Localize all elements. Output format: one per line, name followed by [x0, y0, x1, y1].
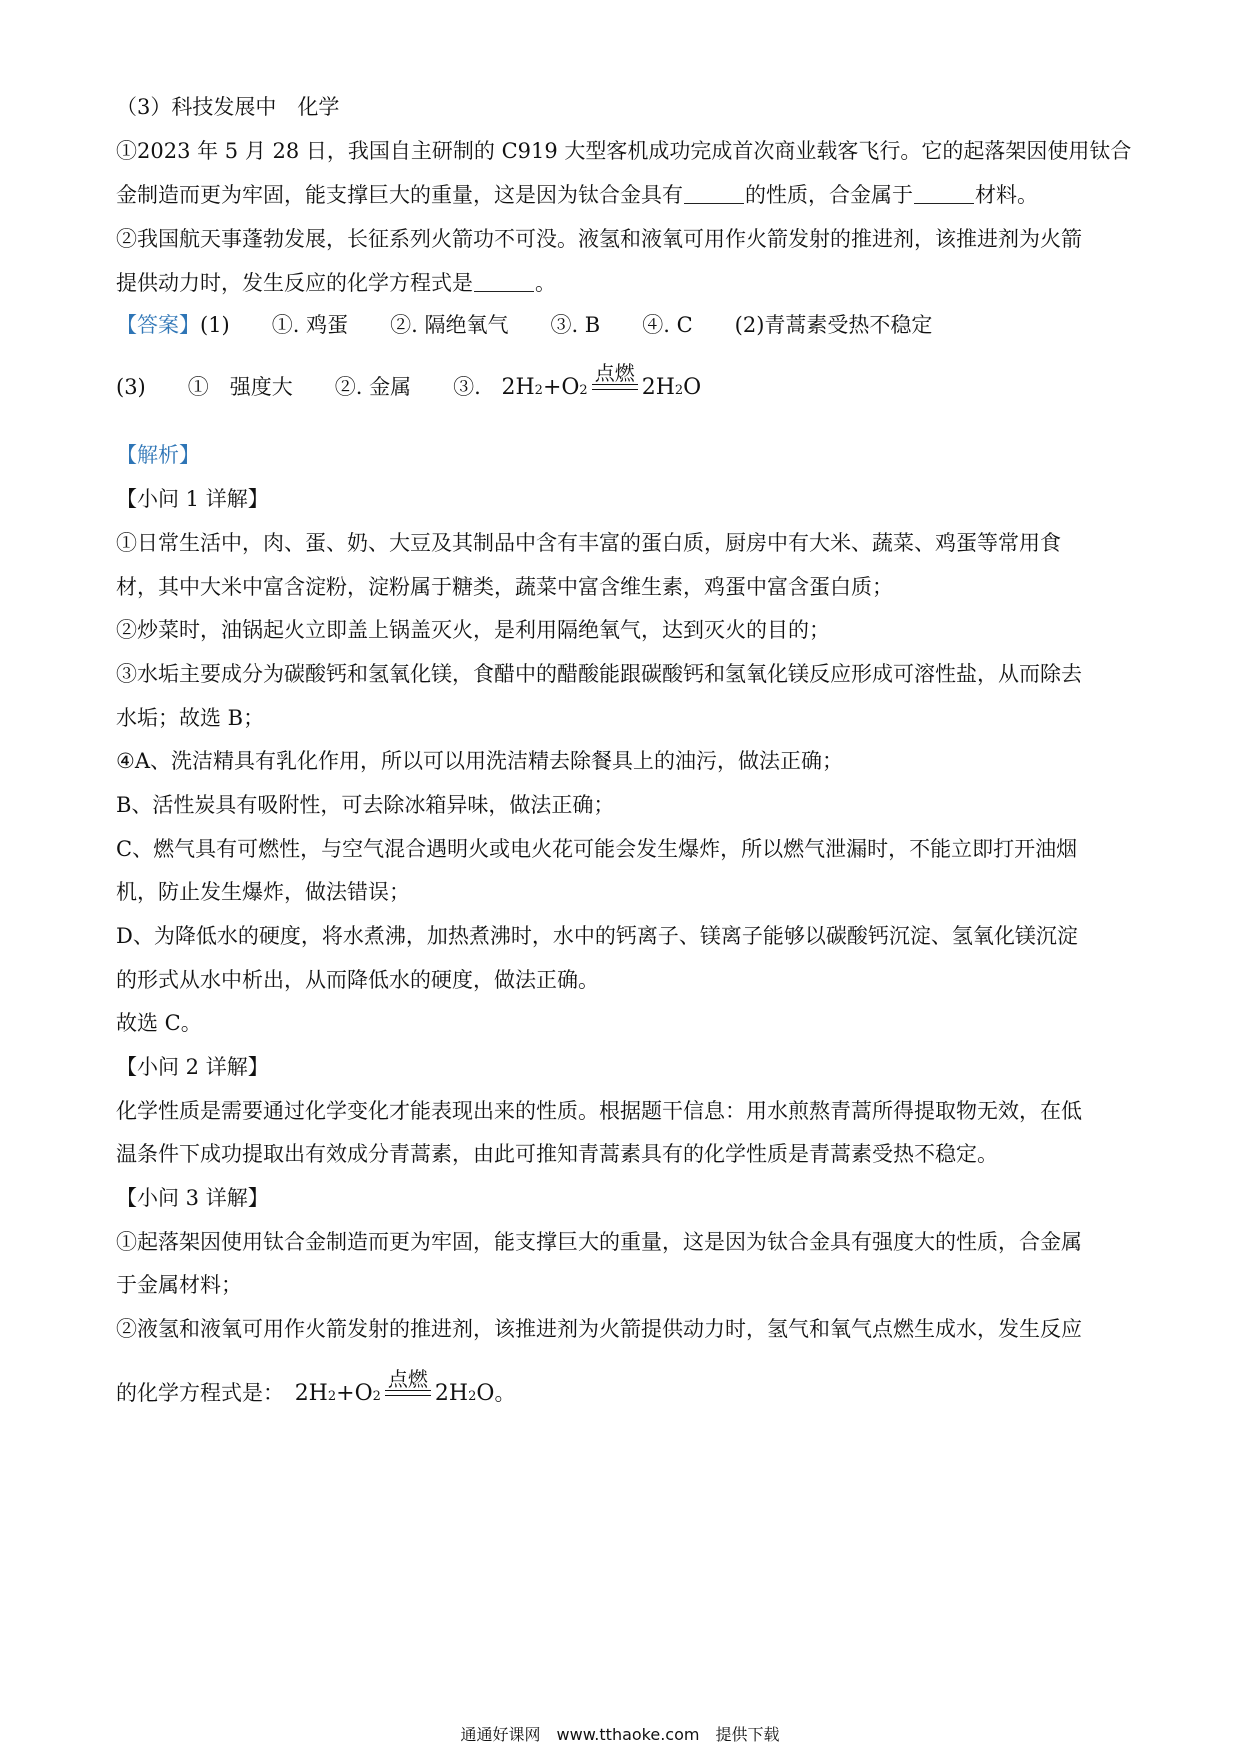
chemical-equation: 2H 2 +O 2 点燃 2H 2 O [501, 361, 702, 400]
section-1-line: 的形式从水中析出，从而降低水的硬度，做法正确。 [116, 968, 599, 992]
answer-tag: 【答案】 [116, 313, 200, 337]
section-1-line: B、活性炭具有吸附性，可去除冰箱异味，做法正确； [116, 793, 615, 817]
chemical-equation: 2H 2 +O 2 点燃 2H 2 O [294, 1367, 495, 1406]
reaction-condition: 点燃 [592, 362, 638, 390]
q3-paragraph-2-line-1: ②我国航天事蓬勃发展，长征系列火箭功不可没。液氢和液氧可用作火箭发射的推进剂，该推进剂为火箭 [116, 227, 1082, 251]
q3-heading: （3）科技发展中 化学 [116, 95, 340, 119]
section-1-line: 材，其中大米中富含淀粉，淀粉属于糖类，蔬菜中富含维生素，鸡蛋中富含蛋白质； [116, 575, 893, 599]
answer-blank [474, 271, 534, 292]
section-1-line: ③水垢主要成分为碳酸钙和氢氧化镁，食醋中的醋酸能跟碳酸钙和氢氧化镁反应形成可溶性盐，从而除去 [116, 662, 1082, 686]
q3-paragraph-2-line-2: 提供动力时，发生反应的化学方程式是 。 [116, 271, 556, 295]
section-1-title: 【小问 1 详解】 [116, 487, 269, 511]
answer-row-2: (3) ① 强度大 ②. 金属 ③. 2H 2 +O 2 点燃 2H 2 O [116, 372, 1130, 404]
section-3-line-equation: 的化学方程式是： 2H 2 +O 2 点燃 2H 2 O 。 [116, 1378, 1130, 1410]
analysis-tag: 【解析】 [116, 443, 200, 467]
section-1-line: C、燃气具有可燃性，与空气混合遇明火或电火花可能会发生爆炸，所以燃气泄漏时，不能立即打开油烟 [116, 837, 1078, 861]
page-footer: 通通好课网 www.tthaoke.com 提供下载 [460, 1725, 780, 1744]
section-2-title: 【小问 2 详解】 [116, 1055, 269, 1079]
q3-paragraph-1-line-1: ①2023 年 5 月 28 日，我国自主研制的 C919 大型客机成功完成首次商业载客飞行。它的起落架因使用钛合 [116, 139, 1132, 163]
section-1-line: 水垢；故选 B； [116, 706, 265, 730]
reaction-condition: 点燃 [385, 1368, 431, 1396]
section-3-title: 【小问 3 详解】 [116, 1186, 269, 1210]
section-1-line: ②炒菜时，油锅起火立即盖上锅盖灭火，是利用隔绝氧气，达到灭火的目的； [116, 618, 830, 642]
section-1-line: 机，防止发生爆炸，做法错误； [116, 880, 410, 904]
answer-blank [684, 183, 744, 204]
answer-row-1: 【答案】(1) ①. 鸡蛋 ②. 隔绝氧气 ③. B ④. C (2)青蒿素受热不稳定 [116, 313, 933, 337]
q3-paragraph-1-line-2: 金制造而更为牢固，能支撑巨大的重量，这是因为钛合金具有 的性质，合金属于 材料。 [116, 183, 1038, 207]
section-1-line: ④A、洗洁精具有乳化作用，所以可以用洗洁精去除餐具上的油污，做法正确； [116, 749, 843, 773]
section-1-line: D、为降低水的硬度，将水煮沸，加热煮沸时，水中的钙离子、镁离子能够以碳酸钙沉淀、氢氧化镁沉淀 [116, 924, 1078, 948]
section-3-line: ①起落架因使用钛合金制造而更为牢固，能支撑巨大的重量，这是因为钛合金具有强度大的性质，合金属 [116, 1230, 1082, 1254]
answer-blank [914, 183, 974, 204]
section-3-line: ②液氢和液氧可用作火箭发射的推进剂，该推进剂为火箭提供动力时，氢气和氧气点燃生成水，发生反应 [116, 1317, 1082, 1341]
section-2-line: 化学性质是需要通过化学变化才能表现出来的性质。根据题干信息：用水煎熬青蒿所得提取物无效，在低 [116, 1099, 1082, 1123]
section-3-line: 于金属材料； [116, 1273, 242, 1297]
section-1-line: 故选 C。 [116, 1011, 202, 1035]
section-1-line: ①日常生活中，肉、蛋、奶、大豆及其制品中含有丰富的蛋白质，厨房中有大米、蔬菜、鸡蛋等常用食 [116, 531, 1061, 555]
section-2-line: 温条件下成功提取出有效成分青蒿素，由此可推知青蒿素具有的化学性质是青蒿素受热不稳定。 [116, 1142, 998, 1166]
